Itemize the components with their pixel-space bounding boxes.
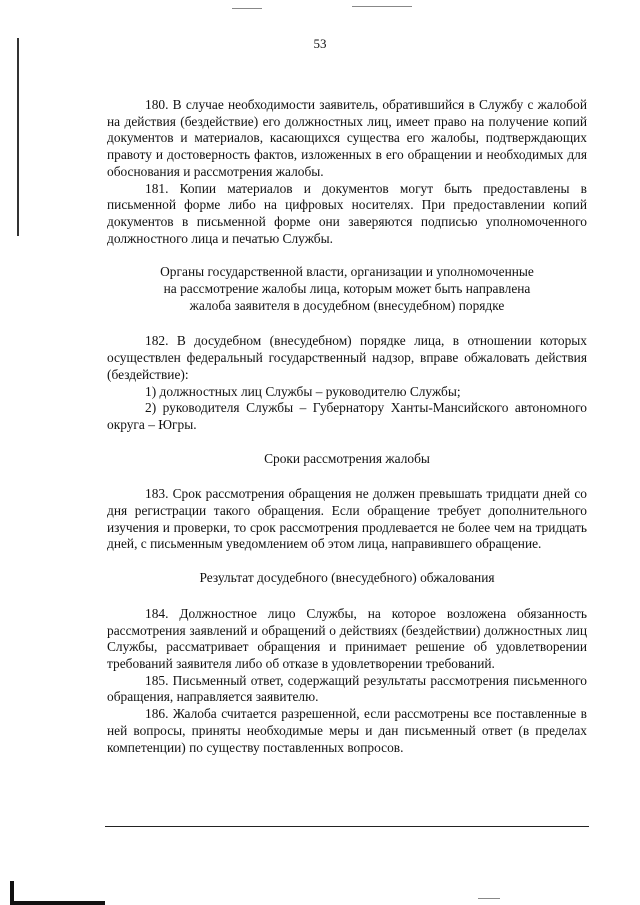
document-body (107, 97, 587, 756)
paragraph-182: 182. В досудебном (внесудебном) порядке лица, в отношении которых осуществлен федеральный государственный надзор, вправе обжаловать действия (бездействие): (107, 333, 587, 382)
heading-line: на рассмотрение жалобы лица, которым может быть направлена (163, 281, 531, 297)
page-number: 53 (313, 36, 327, 51)
bottom-rule (105, 826, 589, 827)
heading-line: жалоба заявителя в досудебном (внесудебном) порядке (189, 297, 505, 313)
scan-speck (352, 6, 412, 7)
section-heading-result: Результат досудебного (внесудебного) обжалования (199, 570, 495, 586)
scan-speck (478, 898, 500, 899)
list-item-182-2: 2) руководителя Службы – Губернатору Ханты-Мансийского автономного округа – Югры. (107, 400, 587, 432)
scan-margin-mark (17, 38, 19, 236)
paragraph-185: 185. Письменный ответ, содержащий результаты рассмотрения письменного обращения, направляется заявителю. (107, 672, 587, 705)
scan-corner-mark (10, 901, 105, 905)
heading-line: Органы государственной власти, организации и уполномоченные (160, 264, 534, 280)
scan-speck (232, 8, 262, 9)
list-item-182-1: 1) должностных лиц Службы – руководителю Службы; (145, 383, 461, 399)
section-heading-appeal-bodies (107, 264, 587, 314)
paragraph-180: 180. В случае необходимости заявитель, обратившийся в Службу с жалобой на действия (бездействие) его должностных лиц, имеет право на получение копий документов и материалов, касающихся существа его жалобы, подтверждающих правоту и достоверность фактов, изложенных в его обращении и необходимых для обоснования и рассмотрения жалобы. (107, 97, 587, 179)
paragraph-183: 183. Срок рассмотрения обращения не должен превышать тридцати дней со дня регистрации такого обращения. Если обращение требует дополнительного изучения и проверки, то срок рассмотрения продлевается не более чем на тридцать дней, с письменным уведомлением об этом лица, направившего обращение. (107, 486, 587, 552)
section-heading-terms: Сроки рассмотрения жалобы (264, 450, 430, 466)
paragraph-184: 184. Должностное лицо Службы, на которое возложена обязанность рассмотрения заявлений и обращений о действиях (бездействии) должностных лиц Службы, рассматривает обращения и принимает решение об удовлетворении требований заявителя либо об отказе в удовлетворении требований. (107, 605, 587, 671)
paragraph-181: 181. Копии материалов и документов могут быть предоставлены в письменной форме либо на цифровых носителях. При предоставлении копий документов в письменной форме они заверяются подписью уполномоченного должностного лица и печатью Службы. (107, 180, 587, 246)
paragraph-186: 186. Жалоба считается разрешенной, если рассмотрены все поставленные в ней вопросы, приняты необходимые меры и дан письменный ответ (в пределах компетенции) по существу поставленных вопросов. (107, 706, 587, 755)
